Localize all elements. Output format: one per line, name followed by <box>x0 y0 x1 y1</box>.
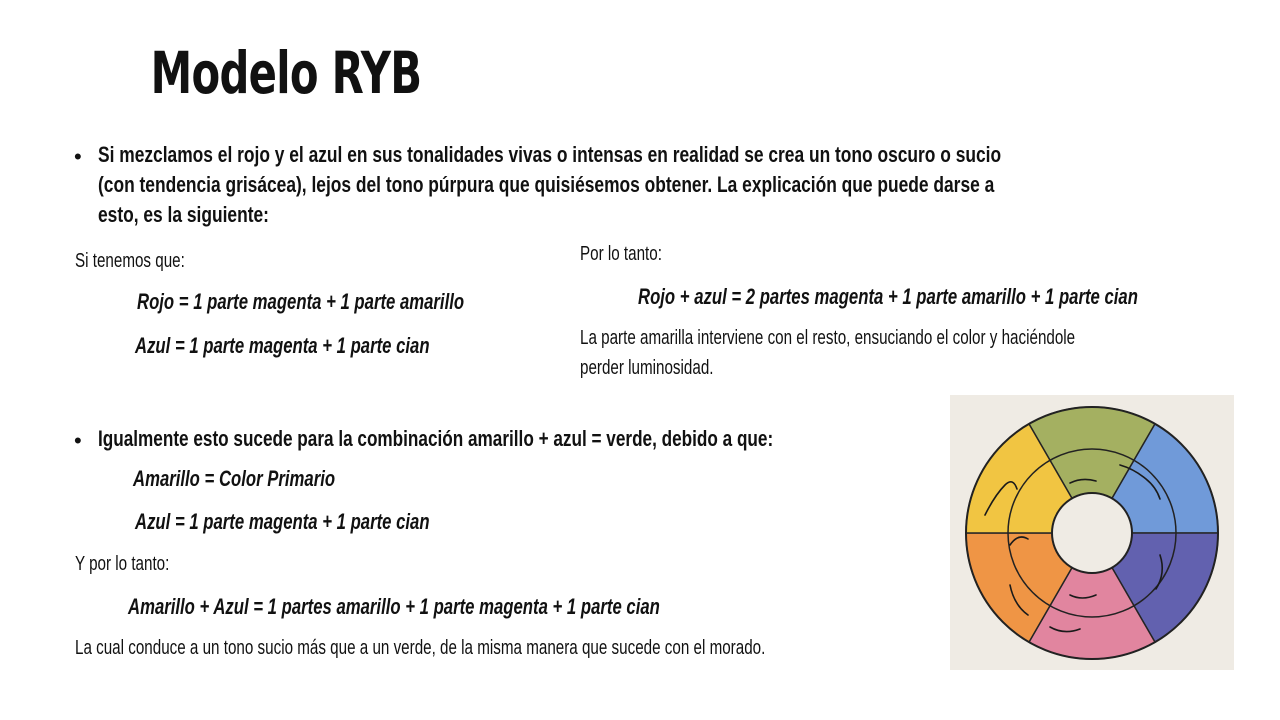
bullet-paragraph-1 <box>98 140 1198 230</box>
page-title: Modelo RYB <box>150 39 422 107</box>
formula-result: Amarillo + Azul = 1 partes amarillo + 1 parte magenta + 1 parte cian <box>128 594 660 619</box>
right-intro: Por lo tanto: <box>580 243 662 265</box>
color-wheel-drawing <box>950 395 1234 670</box>
formula-amarillo: Amarillo = Color Primario <box>133 466 336 491</box>
conclusion-text: La cual conduce a un tono sucio más que a un verde, de la misma manera que sucede con el morado. <box>75 637 766 659</box>
paragraph-line: (con tendencia grisácea), lejos del tono púrpura que quisiésemos obtener. La explicación que puede darse a <box>98 172 995 197</box>
right-explanation-line: La parte amarilla interviene con el resto, ensuciando el color y haciéndole <box>580 327 1076 349</box>
color-wheel-image <box>950 395 1234 670</box>
bullet-paragraph-2: Igualmente esto sucede para la combinación amarillo + azul = verde, debido a que: <box>98 426 774 451</box>
bullet-icon: • <box>74 144 82 169</box>
formula-rojo-azul: Rojo + azul = 2 partes magenta + 1 parte amarillo + 1 parte cian <box>638 284 1138 309</box>
paragraph-line: esto, es la siguiente: <box>98 202 269 227</box>
left-intro: Si tenemos que: <box>75 250 185 272</box>
bullet-icon: • <box>74 428 82 453</box>
result-intro: Y por lo tanto: <box>75 553 170 575</box>
wheel-center-hole <box>1052 493 1132 573</box>
right-explanation-line: perder luminosidad. <box>580 357 714 379</box>
formula-azul-2: Azul = 1 parte magenta + 1 parte cian <box>135 509 430 534</box>
paragraph-line: Si mezclamos el rojo y el azul en sus tonalidades vivas o intensas en realidad se crea un tono oscuro o sucio <box>98 142 1002 167</box>
formula-azul: Azul = 1 parte magenta + 1 parte cian <box>135 333 430 358</box>
formula-rojo: Rojo = 1 parte magenta + 1 parte amarillo <box>137 289 465 314</box>
